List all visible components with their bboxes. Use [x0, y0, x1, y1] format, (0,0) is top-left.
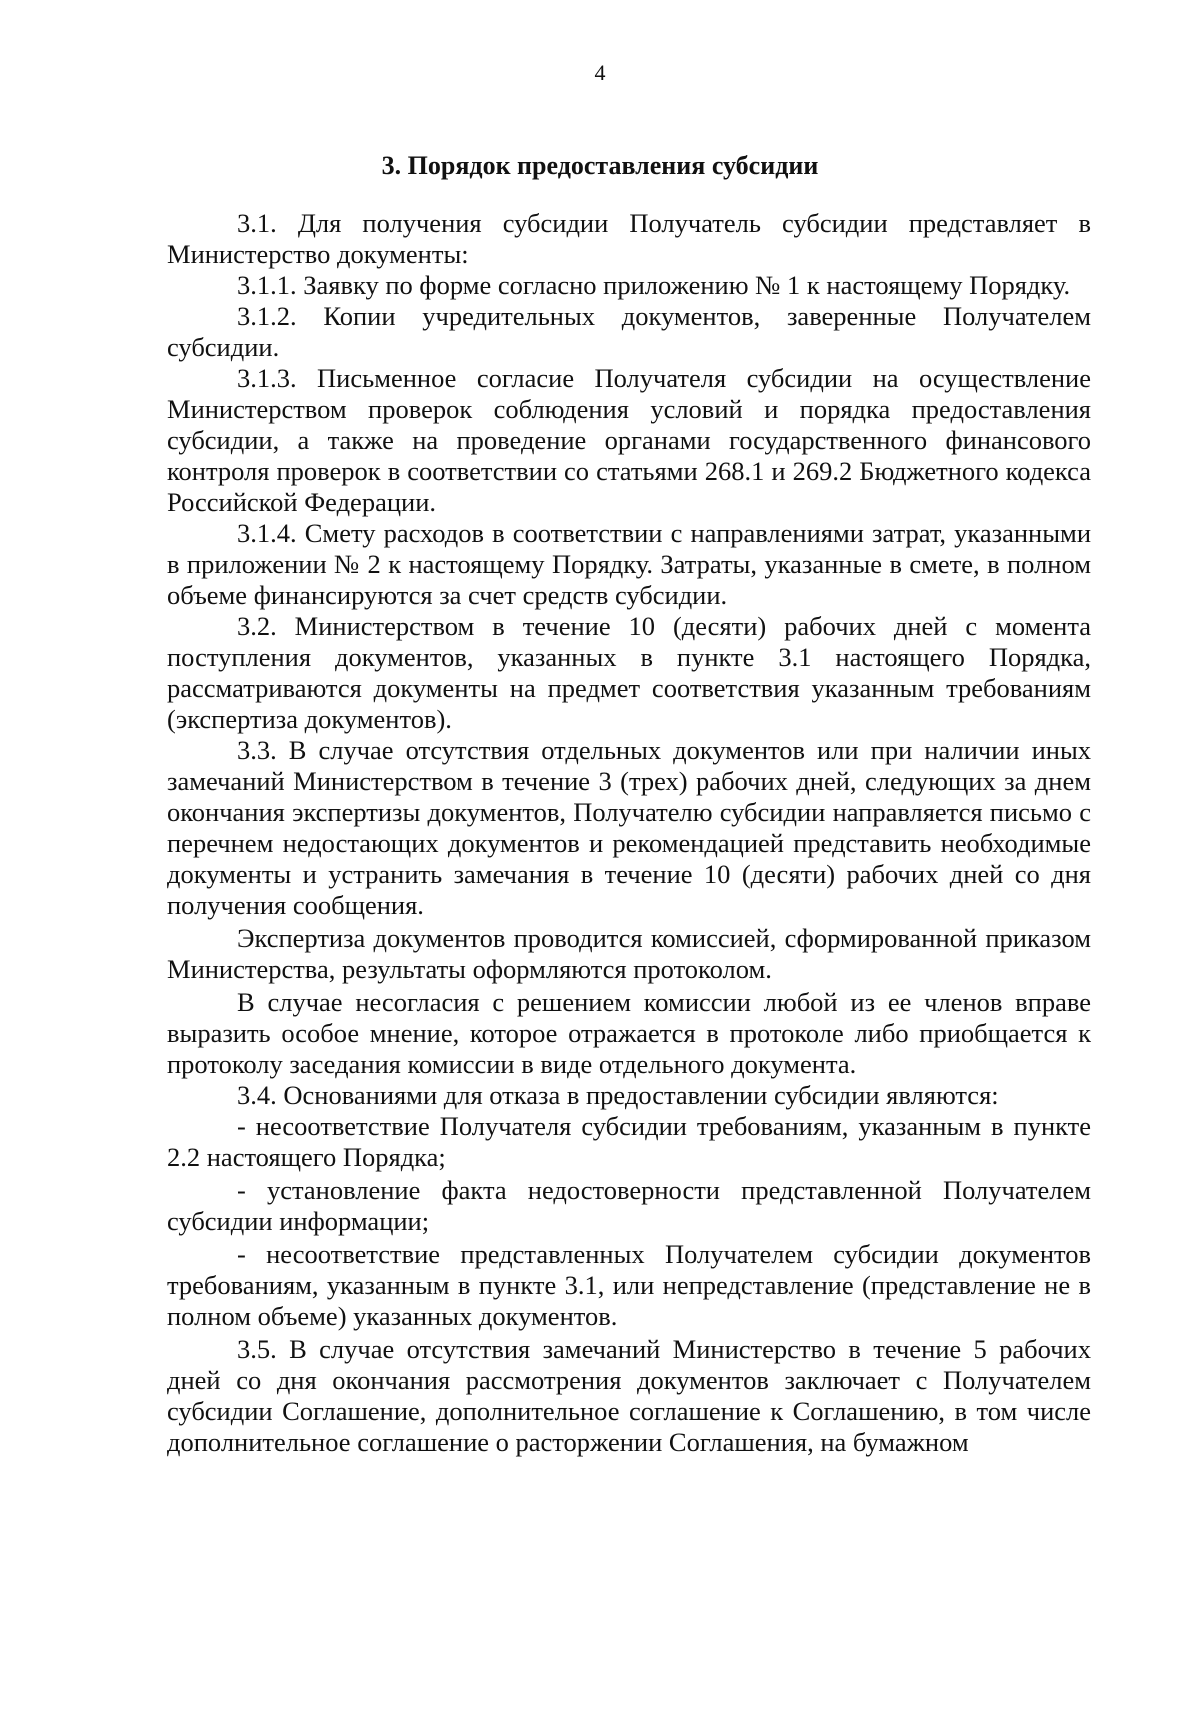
- paragraph-dissent: В случае несогласия с решением комиссии любой из ее членов вправе выразить особое мнение, которое отражается в протоколе либо приобщается к протоколу заседания комиссии в виде отдельного документа.: [167, 987, 1091, 1079]
- list-item-refusal-3: - несоответствие представленных Получателем субсидии документов требованиям, указанным в пункте 3.1, или непредставление (представление не в полном объеме) указанных документов.: [167, 1239, 1091, 1331]
- paragraph-3-3: 3.3. В случае отсутствия отдельных документов или при наличии иных замечаний Министерством в течение 3 (трех) рабочих дней, следующих за днем окончания экспертизы документов, Получателю субсидии направляется письмо с перечнем недостающих документов и рекомендацией представить необходимые документы и устранить замечания в течение 10 (десяти) рабочих дней со дня получения сообщения.: [167, 735, 1091, 920]
- paragraph-3-2: 3.2. Министерством в течение 10 (десяти) рабочих дней с момента поступления документов, указанных в пункте 3.1 настоящего Порядка, рассматриваются документы на предмет соответствия указанным требованиям (экспертиза документов).: [167, 611, 1091, 734]
- page-number: 4: [594, 60, 606, 85]
- paragraph-3-5: 3.5. В случае отсутствия замечаний Министерство в течение 5 рабочих дней со дня окончания рассмотрения документов заключает с Получателем субсидии Соглашение, дополнительное соглашение к Соглашению, в том числе дополнительное соглашение о расторжении Соглашения, на бумажном: [167, 1334, 1091, 1457]
- paragraph-3-4: 3.4. Основаниями для отказа в предоставлении субсидии являются:: [237, 1080, 999, 1110]
- paragraph-3-1-1: 3.1.1. Заявку по форме согласно приложению № 1 к настоящему Порядку.: [237, 270, 1071, 300]
- section-heading: 3. Порядок предоставления субсидии: [381, 151, 819, 180]
- paragraph-3-1-3: 3.1.3. Письменное согласие Получателя субсидии на осуществление Министерством проверок соблюдения условий и порядка предоставления субсидии, а также на проведение органами государственного финансового контроля проверок в соответствии со статьями 268.1 и 269.2 Бюджетного кодекса Российской Федерации.: [167, 363, 1091, 517]
- paragraph-3-1: 3.1. Для получения субсидии Получатель субсидии представляет в Министерство документы:: [167, 208, 1091, 269]
- paragraph-expertise: Экспертиза документов проводится комиссией, сформированной приказом Министерства, результаты оформляются протоколом.: [167, 923, 1091, 984]
- paragraph-3-1-4: 3.1.4. Смету расходов в соответствии с направлениями затрат, указанными в приложении № 2 к настоящему Порядку. Затраты, указанные в смете, в полном объеме финансируются за счет средств субсидии.: [167, 518, 1091, 610]
- paragraph-3-1-2: 3.1.2. Копии учредительных документов, заверенные Получателем субсидии.: [167, 301, 1091, 362]
- list-item-refusal-2: - установление факта недостоверности представленной Получателем субсидии информации;: [167, 1175, 1091, 1236]
- list-item-refusal-1: - несоответствие Получателя субсидии требованиям, указанным в пункте 2.2 настоящего Порядка;: [167, 1111, 1091, 1172]
- document-body: [167, 208, 1091, 1458]
